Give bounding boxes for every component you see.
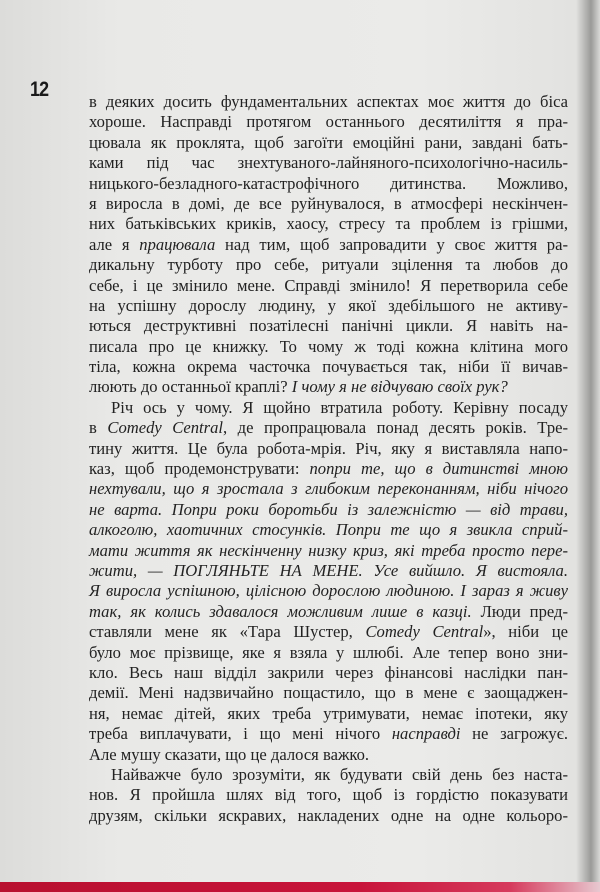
italic-text: нехтували, що я зростала з глибоким переконанням, ніби нічого bbox=[89, 479, 568, 499]
text-line bbox=[89, 398, 568, 418]
text-line bbox=[89, 194, 568, 214]
text-line bbox=[89, 541, 568, 561]
text-line bbox=[89, 683, 568, 703]
text-segment: Люди пред- bbox=[471, 601, 568, 621]
text-segment: ються деструктивні позатілесні панічні цикли. Я навіть на- bbox=[89, 316, 568, 336]
text-line bbox=[89, 153, 568, 173]
text-line bbox=[89, 276, 568, 296]
text-line bbox=[89, 174, 568, 194]
text-line bbox=[89, 92, 568, 112]
text-segment: », ніби це bbox=[483, 622, 568, 642]
text-segment: друзям, скільки яскравих, накладених одне на одне кольоро- bbox=[89, 805, 568, 825]
text-line bbox=[89, 765, 568, 785]
text-segment: них батьківських криків, хаосу, стресу та проблем із грішми, bbox=[89, 214, 568, 234]
text-line bbox=[89, 724, 568, 744]
text-line bbox=[89, 357, 568, 377]
text-segment: ницького-безладного-катастрофічного дитинства. Можливо, bbox=[89, 173, 568, 193]
text-segment: , де пропрацювала понад десять років. Тре- bbox=[222, 418, 569, 438]
text-segment: я виросла в домі, де все руйнувалося, в атмосфері нескінчен- bbox=[89, 193, 568, 213]
text-line bbox=[89, 418, 568, 438]
text-line bbox=[89, 745, 568, 765]
text-segment: на успішну дорослу людину, у якої здебільшого не активу- bbox=[89, 295, 568, 315]
text-segment: але я bbox=[89, 234, 140, 254]
italic-text: Comedy Central bbox=[365, 622, 484, 642]
text-line bbox=[89, 459, 568, 479]
italic-text: Comedy Central bbox=[107, 418, 223, 438]
text-line bbox=[89, 581, 568, 601]
text-segment: в деяких досить фундаментальних аспектах моє життя до біса bbox=[89, 92, 568, 111]
page-number: 12 bbox=[30, 78, 49, 101]
italic-text: мати життя як нескінченну низку криз, які треба просто пере- bbox=[89, 540, 568, 560]
italic-text: Я виросла успішною, цілісною дорослою людиною. І зараз я живу bbox=[89, 581, 568, 601]
text-line bbox=[89, 133, 568, 153]
text-segment: ставляли мене як «Тара Шустер, bbox=[89, 622, 366, 642]
text-line bbox=[89, 296, 568, 316]
text-segment: в bbox=[89, 418, 108, 438]
text-segment: хороше. Насправді протягом останнього десятиліття я пра- bbox=[89, 112, 568, 132]
italic-text: насправді bbox=[391, 724, 461, 744]
text-line bbox=[89, 806, 568, 826]
text-line bbox=[89, 500, 568, 520]
text-line bbox=[89, 337, 568, 357]
text-segment: було моє прізвище, яке я взяла у шлюбі. Але тепер воно зни- bbox=[89, 642, 568, 662]
text-segment: ня, немає дітей, яких треба утримувати, немає іпотеки, яку bbox=[89, 703, 568, 723]
text-segment: демії. Мені надзвичайно пощастило, що в мене є заощаджен- bbox=[89, 683, 568, 703]
italic-text: жити, — ПОГЛЯНЬТЕ НА МЕНЕ. Усе вийшло. Я вистояла. bbox=[89, 560, 568, 580]
text-segment: дикальну турботу про себе, ритуали зцілення та любов до bbox=[89, 255, 568, 275]
text-segment: люють до останньої краплі? bbox=[89, 377, 292, 397]
text-line bbox=[89, 663, 568, 683]
text-segment: кло. Весь наш відділ закрили через фінансові наслідки пан- bbox=[89, 662, 568, 682]
cover-edge bbox=[0, 882, 600, 892]
text-line bbox=[89, 520, 568, 540]
body-text bbox=[89, 92, 568, 826]
italic-text: так, як колись здавалося можливим лише в казці. bbox=[89, 601, 472, 621]
text-line bbox=[89, 377, 568, 397]
text-line bbox=[89, 479, 568, 499]
text-line bbox=[89, 622, 568, 642]
text-segment: себе, і це змінило мене. Справді змінило! Я перетворила себе bbox=[89, 275, 568, 295]
italic-text: працювала bbox=[139, 234, 216, 254]
text-segment: ками під час знехтуваного-лайняного-психологічно-насиль- bbox=[89, 153, 568, 173]
text-segment: треба виплачувати, і що мені нічого bbox=[89, 724, 392, 744]
text-segment: тину життя. Це була робота-мрія. Річ, яку я виставляла напо- bbox=[89, 438, 568, 458]
text-line bbox=[89, 316, 568, 336]
text-line bbox=[89, 602, 568, 622]
text-line bbox=[89, 112, 568, 132]
text-segment: над тим, щоб запровадити у своє життя ра- bbox=[215, 234, 568, 254]
text-segment: тіла, кожна окрема часточка почувається так, ніби її вичав- bbox=[89, 357, 568, 377]
text-segment: писала про це книжку. То чому ж тоді кожна клітина мого bbox=[89, 336, 568, 356]
italic-text: не варта. Попри роки боротьби із залежністю — від трави, bbox=[89, 499, 568, 519]
text-line bbox=[89, 235, 568, 255]
text-segment: цювала як проклята, щоб загоїти емоційні рани, завдані бать- bbox=[89, 132, 568, 152]
text-segment: каз, щоб продемонструвати: bbox=[89, 459, 310, 479]
text-segment: Річ ось у чому. Я щойно втратила роботу. Керівну посаду bbox=[111, 397, 568, 417]
text-segment: не загрожує. bbox=[460, 724, 569, 744]
text-line bbox=[89, 704, 568, 724]
text-line bbox=[89, 561, 568, 581]
text-line bbox=[89, 785, 568, 805]
text-segment: Але мушу сказати, що це далося важко. bbox=[89, 744, 370, 764]
italic-text: алкоголю, хаотичних стосунків. Попри те що я звикла сприй- bbox=[89, 520, 568, 540]
text-line bbox=[89, 255, 568, 275]
text-segment: нов. Я пройшла шлях від того, щоб із гордістю показувати bbox=[89, 785, 568, 805]
italic-text: І чому я не відчуваю своїх рук? bbox=[291, 377, 508, 397]
text-line bbox=[89, 643, 568, 663]
text-line bbox=[89, 439, 568, 459]
italic-text: попри те, що в дитинстві мною bbox=[309, 459, 569, 479]
text-segment: Найважче було зрозуміти, як будувати свій день без наста- bbox=[111, 764, 568, 784]
text-line bbox=[89, 214, 568, 234]
